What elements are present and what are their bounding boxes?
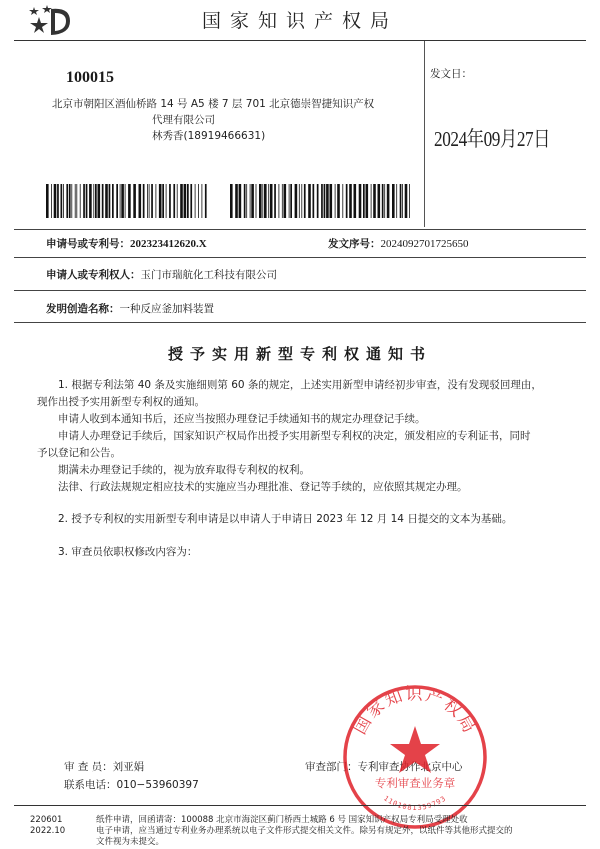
barcode-bar — [46, 184, 49, 218]
issue-date-value: 2024年09月27日 — [434, 127, 551, 151]
form-version: 2022.10 — [30, 826, 66, 836]
barcode-bar — [61, 184, 63, 218]
barcode-bar — [284, 184, 287, 218]
applicant-row — [46, 267, 277, 282]
barcode-bar — [262, 184, 263, 218]
barcode-bar — [346, 184, 348, 218]
barcode-bar — [184, 184, 187, 218]
serial-number-row — [328, 236, 469, 251]
footer-divider — [14, 805, 586, 806]
barcode-bar — [317, 184, 319, 218]
para2-text: 2. 授予专利权的实用新型专利申请是以申请人于申请日 2023 年 12 月 14 日提交的文本为基础。 — [58, 513, 513, 525]
para1-line4: 申请人办理登记手续后，国家知识产权局作出授予实用新型专利权的决定，颁发相应的专利证书，同时 — [58, 430, 531, 442]
barcode-bar — [326, 184, 329, 218]
barcode-bar — [396, 184, 397, 218]
barcode-bar — [382, 184, 384, 218]
barcode-bar — [112, 184, 114, 218]
barcode-left — [46, 184, 208, 218]
barcode-bar — [149, 184, 150, 218]
info-divider-2 — [14, 257, 586, 258]
seal-code-text: 1101081359793 — [382, 794, 448, 813]
office-name: 国家知识产权局 — [201, 10, 398, 32]
barcode-bar — [121, 184, 124, 218]
para1-line5: 予以登记和公告。 — [37, 447, 121, 459]
barcode-bar — [349, 184, 352, 218]
barcode-bar — [301, 184, 302, 218]
barcode-bar — [116, 184, 118, 218]
recipient-address — [52, 96, 412, 144]
application-number-label: 申请号或专利号： — [46, 238, 130, 250]
barcode-bar — [387, 184, 390, 218]
barcode-bar — [98, 184, 101, 218]
barcode-bar — [259, 184, 262, 218]
barcode-bar — [304, 184, 306, 218]
serial-number-label: 发文序号： — [328, 238, 381, 250]
address-line2: 代理有限公司 — [152, 114, 215, 126]
barcode-bar — [274, 184, 276, 218]
barcode-bar — [239, 184, 242, 218]
barcode-bar — [295, 184, 298, 218]
recipient-contact: 林秀香(18919466631) — [152, 130, 266, 142]
para1-line2: 现作出授予实用新型专利权的通知。 — [37, 396, 205, 408]
para1-line3: 申请人收到本通知书后，还应当按照办理登记手续通知书的规定办理登记手续。 — [58, 413, 426, 425]
applicant-value: 玉门市瑞航化工科技有限公司 — [140, 269, 277, 281]
barcode-bar — [95, 184, 97, 218]
info-divider-3 — [14, 290, 586, 291]
footer-line1: 纸件申请，回函请寄：100088 北京市海淀区蓟门桥西土城路 6 号 国家知识产权局专利局受理处收 — [96, 815, 468, 825]
invention-label: 发明创造名称： — [46, 303, 120, 315]
barcode-bar — [63, 184, 64, 218]
barcode-bar — [143, 184, 145, 218]
barcode-bar — [54, 184, 57, 218]
barcode-bar — [51, 184, 52, 218]
barcode-bar — [76, 184, 77, 218]
barcode-bar — [169, 184, 171, 218]
barcode-bar — [366, 184, 369, 218]
barcode-bar — [173, 184, 175, 218]
barcode-bar — [264, 184, 267, 218]
notice-title: 授予实用新型专利权通知书 — [167, 345, 432, 363]
para1-line6: 期满未办理登记手续的，视为放弃取得专利权的权利。 — [58, 464, 310, 476]
barcode-bar — [159, 184, 162, 218]
footer-notes — [96, 815, 586, 848]
barcode-bar — [373, 184, 376, 218]
address-line1: 北京市朝阳区酒仙桥路 14 号 A5 楼 7 层 701 北京德崇智捷知识产权 — [52, 98, 375, 110]
barcode-bar — [180, 184, 183, 218]
barcode-bar — [120, 184, 121, 218]
examiner-name: 审 查 员：刘亚娟 — [64, 761, 145, 773]
footer-line3: 文件视为未提交。 — [96, 837, 165, 847]
barcode-bar — [299, 184, 300, 218]
barcode-bar — [156, 184, 157, 218]
invention-value: 一种反应釜加料装置 — [119, 303, 214, 315]
address-divider — [424, 41, 425, 227]
notice-paragraph-1 — [37, 377, 572, 496]
form-code: 220601 — [30, 815, 63, 825]
barcode-bar — [109, 184, 111, 218]
seal-sub-text: 专利审查业务章 — [374, 776, 456, 790]
barcode-bar — [83, 184, 85, 218]
barcode-bar — [128, 184, 131, 218]
info-divider-1 — [14, 229, 586, 230]
barcode-bar — [392, 184, 395, 218]
barcode-bar — [198, 184, 199, 218]
official-seal-stamp — [340, 682, 490, 832]
para1-line1: 1. 根据专利法第 40 条及实施细则第 60 条的规定，上述实用新型申请经初步审查，没有发现驳回理由， — [58, 379, 542, 391]
barcode-bar — [405, 184, 408, 218]
barcode-bar — [335, 184, 336, 218]
barcode-bar — [89, 184, 92, 218]
barcode-bar — [187, 184, 189, 218]
barcode-bar — [330, 184, 333, 218]
barcode-bar — [177, 184, 178, 218]
barcode-bar — [270, 184, 273, 218]
seal-org-text: 国家知识产权局 — [350, 684, 480, 738]
barcode-right — [230, 184, 410, 218]
barcode-bar — [268, 184, 269, 218]
barcode-bar — [251, 184, 254, 218]
barcode-bar — [244, 184, 246, 218]
barcode-bar — [57, 184, 59, 218]
barcode-bar — [230, 184, 233, 218]
barcode-bar — [359, 184, 362, 218]
barcode-bar — [202, 184, 203, 218]
barcode-bar — [125, 184, 126, 218]
barcode-bar — [378, 184, 381, 218]
barcode-bar — [313, 184, 315, 218]
barcode-bar — [409, 184, 410, 218]
barcode-bar — [371, 184, 372, 218]
barcode-bar — [400, 184, 402, 218]
barcode-bar — [282, 184, 283, 218]
serial-number-value: 2024092701725650 — [380, 238, 469, 250]
barcode-bar — [80, 184, 81, 218]
examining-department: 审查部门：专利审查协作北京中心 — [305, 761, 463, 773]
barcode-bar — [402, 184, 403, 218]
barcode-bar — [93, 184, 94, 218]
barcode-bar — [205, 184, 207, 218]
barcode-bar — [308, 184, 311, 218]
footer-line2: 电子申请，应当通过专利业务办理系统以电子文件形式提交相关文件。除另有规定外，以纸件等其他形式提交的 — [96, 826, 513, 836]
barcode-bar — [337, 184, 340, 218]
para1-line7: 法律、行政法规规定相应技术的实施应当办理批准、登记等手续的，应依照其规定办理。 — [58, 481, 468, 493]
barcode-bar — [147, 184, 148, 218]
barcode-bar — [354, 184, 357, 218]
header-divider — [14, 40, 586, 41]
info-divider-4 — [14, 322, 586, 323]
barcode-bar — [321, 184, 323, 218]
notice-paragraph-3 — [37, 544, 572, 561]
barcode-bar — [324, 184, 326, 218]
barcode-bar — [235, 184, 238, 218]
postal-code: 100015 — [66, 69, 114, 86]
barcode-bar — [66, 184, 68, 218]
barcode-bar — [342, 184, 343, 218]
barcode-bar — [75, 184, 76, 218]
barcode-bar — [166, 184, 167, 218]
notice-paragraph-2 — [37, 511, 572, 528]
cnipa-logo-icon — [28, 3, 74, 37]
barcode-bar — [86, 184, 88, 218]
barcode-bar — [256, 184, 257, 218]
invention-row — [46, 301, 214, 316]
barcode-bar — [290, 184, 292, 218]
para3-text: 3. 审查员依职权修改内容为： — [58, 546, 198, 558]
applicant-label: 申请人或专利权人： — [46, 269, 141, 281]
barcode-bar — [363, 184, 365, 218]
barcode-bar — [289, 184, 290, 218]
barcode-bar — [71, 184, 72, 218]
application-number-row — [46, 236, 207, 251]
barcode-bar — [102, 184, 104, 218]
barcode-bar — [195, 184, 196, 218]
barcode-bar — [190, 184, 192, 218]
barcode-bar — [151, 184, 153, 218]
application-number-value: 202323412620.X — [130, 238, 207, 250]
barcode-bar — [133, 184, 136, 218]
barcode-bar — [69, 184, 71, 218]
examiner-phone: 联系电话：010−53960397 — [64, 779, 199, 791]
barcode-bar — [105, 184, 108, 218]
barcode-bar — [139, 184, 142, 218]
barcode-bar — [162, 184, 164, 218]
seal-star-icon — [390, 726, 440, 773]
barcode-bar — [246, 184, 247, 218]
barcode-bar — [384, 184, 385, 218]
issue-date-label: 发文日： — [430, 68, 472, 80]
barcode-bar — [250, 184, 251, 218]
barcode-bar — [279, 184, 280, 218]
